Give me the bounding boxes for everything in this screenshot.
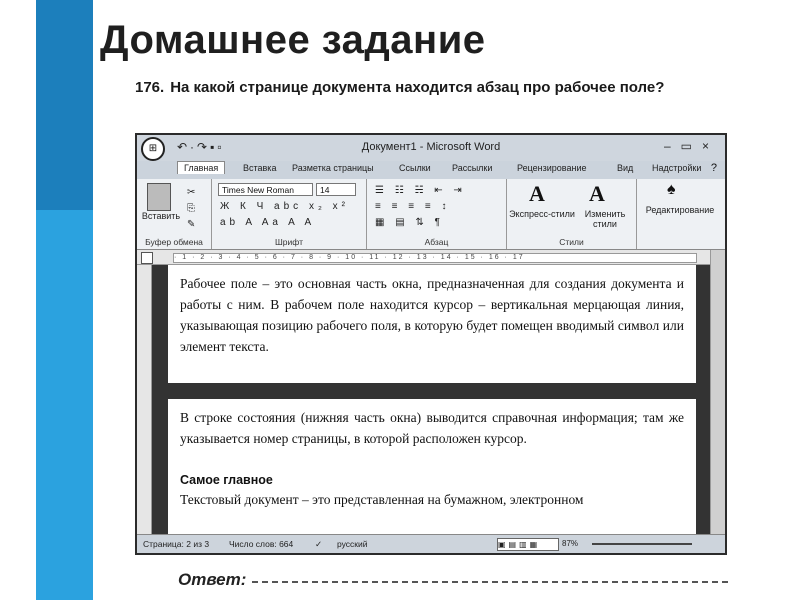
document-workarea xyxy=(152,265,710,535)
document-page-1[interactable] xyxy=(168,265,696,383)
font-format-tools[interactable]: Ж К Ч abc x₂ x² xyxy=(220,201,349,212)
font-name-select[interactable]: Times New Roman xyxy=(218,183,313,196)
change-styles-icon[interactable]: A xyxy=(589,181,605,206)
express-styles-button[interactable]: Экспресс-стили xyxy=(509,209,575,219)
accent-strip xyxy=(36,0,93,600)
zoom-level[interactable]: 87% xyxy=(562,539,579,548)
tab-review[interactable]: Рецензирование xyxy=(517,163,587,173)
window-title: Документ1 - Microsoft Word xyxy=(361,141,501,153)
change-styles-button[interactable]: Изменить стили xyxy=(584,209,626,229)
group-paragraph xyxy=(367,179,507,249)
tab-page-layout[interactable]: Разметка страницы xyxy=(292,163,374,173)
tab-view[interactable]: Вид xyxy=(617,163,634,173)
vertical-ruler xyxy=(137,265,152,535)
status-language[interactable]: русский xyxy=(337,539,368,549)
answer-label: Ответ: xyxy=(178,570,247,589)
border-tools[interactable]: ▦ ▤ ⇅ ¶ xyxy=(375,217,444,228)
horizontal-ruler xyxy=(137,250,725,265)
ribbon-tabs xyxy=(137,161,725,179)
help-icon[interactable]: ? xyxy=(710,162,717,174)
word-window xyxy=(135,133,727,555)
list-tools[interactable]: ☰ ☷ ☵ ⇤ ⇥ xyxy=(375,185,466,196)
group-styles xyxy=(507,179,637,249)
font-color-tools[interactable]: ab A Aa A A xyxy=(220,217,316,228)
group-label-clipboard: Буфер обмена xyxy=(145,237,203,247)
page-1-paragraph: Рабочее поле – это основная часть окна, предназначенная для создания документа и работы с ним. В рабочем поле находится курсор – вертикальная мерцающая линия, указывающая позицию рабочего поля, в которую будет помещен вводимый символ или элемент текста. xyxy=(180,276,684,354)
spellcheck-icon[interactable]: ✓ xyxy=(315,539,323,549)
font-size-select[interactable]: 14 xyxy=(316,183,356,196)
title-bar xyxy=(137,135,725,161)
status-page[interactable]: Страница: 2 из 3 xyxy=(143,539,210,549)
ribbon xyxy=(137,179,725,250)
tab-home[interactable]: Главная xyxy=(177,161,225,174)
accent-strip-upper xyxy=(36,0,93,210)
editing-button[interactable]: Редактирование xyxy=(645,205,715,215)
express-styles-icon[interactable]: A xyxy=(529,181,545,206)
vertical-scrollbar[interactable] xyxy=(710,250,725,535)
group-label-font: Шрифт xyxy=(275,237,303,247)
group-label-styles: Стили xyxy=(559,237,584,247)
status-word-count[interactable]: Число слов: 664 xyxy=(229,539,294,549)
quick-access-toolbar[interactable]: ↶·↷▪▫ xyxy=(177,140,225,154)
status-bar xyxy=(137,534,725,553)
tab-insert[interactable]: Вставка xyxy=(243,163,277,173)
window-controls[interactable]: –▭× xyxy=(663,139,719,153)
slide-title: Домашнее задание xyxy=(100,18,486,62)
view-mode-buttons[interactable]: ▣▤▥▦ xyxy=(497,538,559,551)
paste-button[interactable]: Вставить xyxy=(141,211,181,221)
clipboard-tools[interactable]: ✂ ⎘ ✎ xyxy=(187,187,200,230)
answer-blank xyxy=(252,579,728,583)
group-font xyxy=(212,179,367,249)
task-question: На какой странице документа находится абзац про рабочее поле? xyxy=(170,79,665,96)
ruler-marks: · 1 · 2 · 3 · 4 · 5 · 6 · 7 · 8 · 9 · 10 · 11 · 12 · 13 · 14 · 15 · 16 · 17 xyxy=(173,253,697,263)
zoom-slider[interactable] xyxy=(592,543,692,545)
tab-selector-icon[interactable] xyxy=(141,252,153,264)
align-tools[interactable]: ≡ ≡ ≡ ≡ ↕ xyxy=(375,201,451,212)
group-clipboard xyxy=(137,179,212,249)
group-label-paragraph: Абзац xyxy=(424,237,449,247)
paste-icon[interactable] xyxy=(147,183,171,211)
group-editing xyxy=(637,179,725,249)
answer-line xyxy=(178,570,738,590)
tab-references[interactable]: Ссылки xyxy=(399,163,431,173)
task-text-block xyxy=(135,78,735,98)
binoculars-icon[interactable]: ♠ xyxy=(667,181,676,198)
document-page-2[interactable] xyxy=(168,399,696,539)
task-number: 176. xyxy=(135,79,165,96)
page-2-subheading: Самое главное xyxy=(180,473,273,487)
page-2-paragraph-2: Текстовый документ – это представленная на бумажном, электронном xyxy=(180,492,584,507)
tab-mailings[interactable]: Рассылки xyxy=(452,163,493,173)
page-2-paragraph: В строке состояния (нижняя часть окна) выводится справочная информация; там же указывается номер страницы, в которой расположен курсор. xyxy=(180,410,684,446)
tab-addins[interactable]: Надстройки xyxy=(652,163,702,173)
office-logo-icon[interactable]: ⊞ xyxy=(141,137,165,161)
